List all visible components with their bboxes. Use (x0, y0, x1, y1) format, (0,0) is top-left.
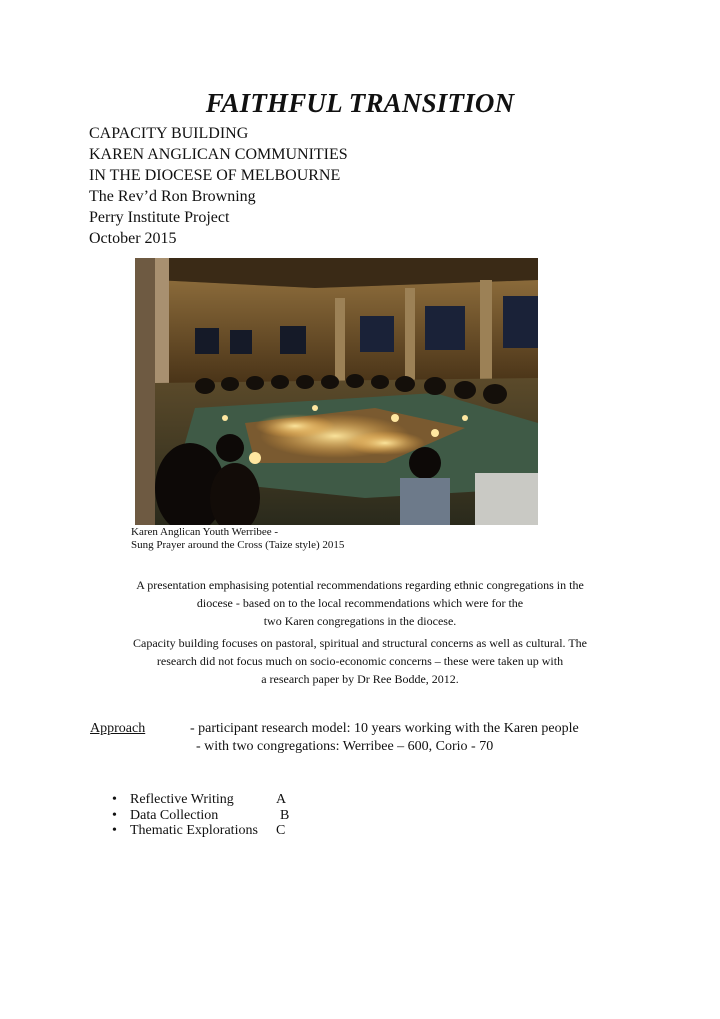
list-item (112, 823, 300, 839)
paragraph2-line-3: a research paper by Dr Ree Bodde, 2012. (261, 672, 459, 686)
caption-line-1: Karen Anglican Youth Werribee - (131, 526, 279, 538)
bullet-icon: • (112, 792, 117, 807)
header-line-capacity: CAPACITY BUILDING (89, 125, 249, 142)
approach-line-1: - participant research model: 10 years working with the Karen people (190, 721, 579, 736)
capacity-paragraph (100, 634, 620, 688)
list-item-text: Reflective Writing (130, 792, 234, 807)
header-line-date: October 2015 (89, 230, 177, 247)
approach-line-2: - with two congregations: Werribee – 600, Corio - 70 (196, 739, 494, 754)
bullet-icon: • (112, 807, 117, 823)
list-item (112, 808, 300, 824)
document-title: FAITHFUL TRANSITION (205, 88, 515, 118)
caption-line-2: Sung Prayer around the Cross (Taize style) 2015 (131, 539, 345, 551)
paragraph2-line-1: Capacity building focuses on pastoral, spiritual and structural concerns as well as cultural. The (133, 636, 587, 650)
list-item-text: Thematic Explorations (130, 823, 258, 838)
presentation-paragraph (100, 576, 620, 630)
paragraph1-line-2: diocese - based on to the local recommendations which were for the (196, 596, 524, 610)
list-item-text: Data Collection (130, 807, 219, 823)
header-line-institute: Perry Institute Project (89, 209, 230, 226)
candlelit-prayer-photo (135, 258, 538, 525)
list-item-code: A (276, 792, 287, 807)
list-item (112, 792, 300, 808)
paragraph1-line-1: A presentation emphasising potential recommendations regarding ethnic congregations in the (136, 578, 584, 592)
approach-label: Approach (90, 721, 146, 736)
header-block (89, 123, 348, 249)
method-list (112, 792, 300, 839)
list-item-code: C (276, 823, 286, 838)
list-item-code: B (280, 807, 290, 823)
bullet-icon: • (112, 823, 117, 838)
header-line-communities: KAREN ANGLICAN COMMUNITIES (89, 146, 348, 163)
header-line-author: The Rev’d Ron Browning (89, 188, 256, 205)
paragraph2-line-2: research did not focus much on socio-economic concerns – these were taken up with (156, 654, 564, 668)
paragraph1-line-3: two Karen congregations in the diocese. (263, 614, 457, 628)
photo-caption (131, 526, 344, 552)
header-line-diocese: IN THE DIOCESE OF MELBOURNE (89, 167, 341, 184)
